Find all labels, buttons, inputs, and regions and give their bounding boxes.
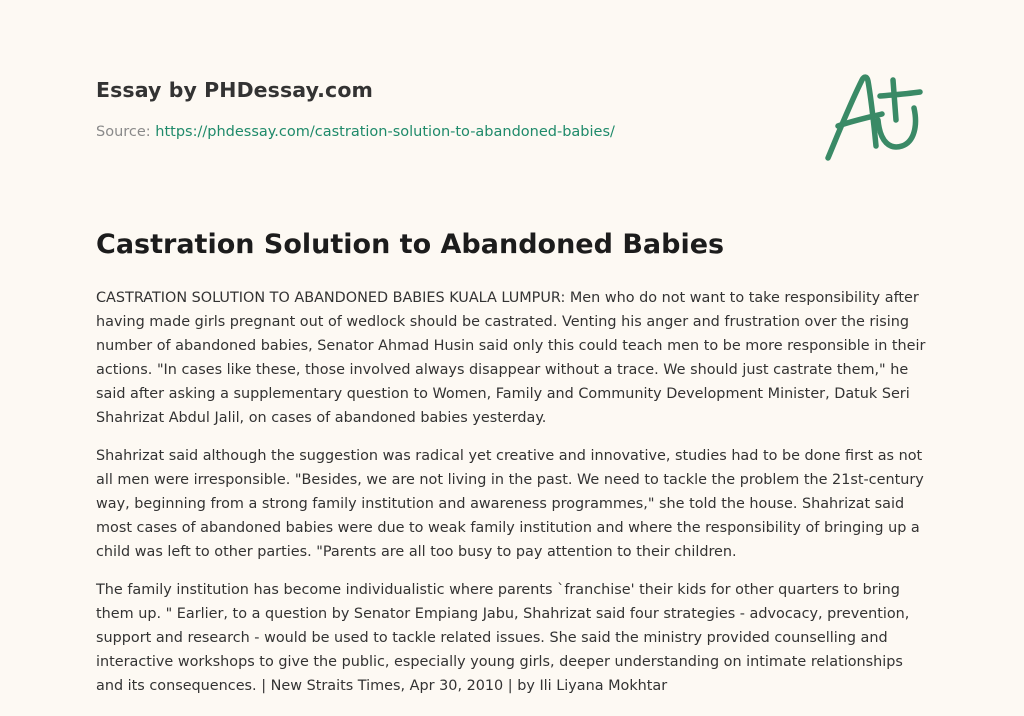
essay-body — [96, 286, 932, 712]
source-link[interactable]: https://phdessay.com/castration-solution-to-abandoned-babies/ — [155, 124, 615, 140]
a-plus-logo-icon — [820, 64, 930, 168]
page-header — [96, 76, 796, 142]
paragraph: Shahrizat said although the suggestion was radical yet creative and innovative, studies had to be done first as not all men were irresponsible. "Besides, we are not living in the past. We need to tackle the problem the 21st-century way, beginning from a strong family institution and awareness programmes," she told the house. Shahrizat said most cases of abandoned babies were due to weak family institution and where the responsibility of bringing up a child was left to other parties. "Parents are all too busy to pay attention to their children. — [96, 448, 924, 560]
paragraph: CASTRATION SOLUTION TO ABANDONED BABIES KUALA LUMPUR: Men who do not want to take responsibility after having made girls pregnant out of wedlock should be castrated. Venting his anger and frustration over the rising number of abandoned babies, Senator Ahmad Husin said only this could teach men to be more responsible in their actions. "In cases like these, those involved always disappear without a trace. We should just castrate them," he said after asking a supplementary question to Women, Family and Community Development Minister, Datuk Seri Shahrizat Abdul Jalil, on cases of abandoned babies yesterday. — [96, 290, 926, 426]
brand-title: Essay by PHDessay.com — [96, 78, 373, 102]
essay-title: Castration Solution to Abandoned Babies — [96, 229, 725, 260]
source-label: Source: — [96, 124, 156, 140]
source-line — [96, 122, 796, 142]
paragraph: The family institution has become individualistic where parents `franchise' their kids for other quarters to bring them up. " Earlier, to a question by Senator Empiang Jabu, Shahrizat said four strategies - advocacy, prevention, support and research - would be used to tackle related issues. She said the ministry provided counselling and interactive workshops to give the public, especially young girls, deeper understanding on intimate relationships and its consequences. | New Straits Times, Apr 30, 2010 | by Ili Liyana Mokhtar — [96, 582, 910, 694]
